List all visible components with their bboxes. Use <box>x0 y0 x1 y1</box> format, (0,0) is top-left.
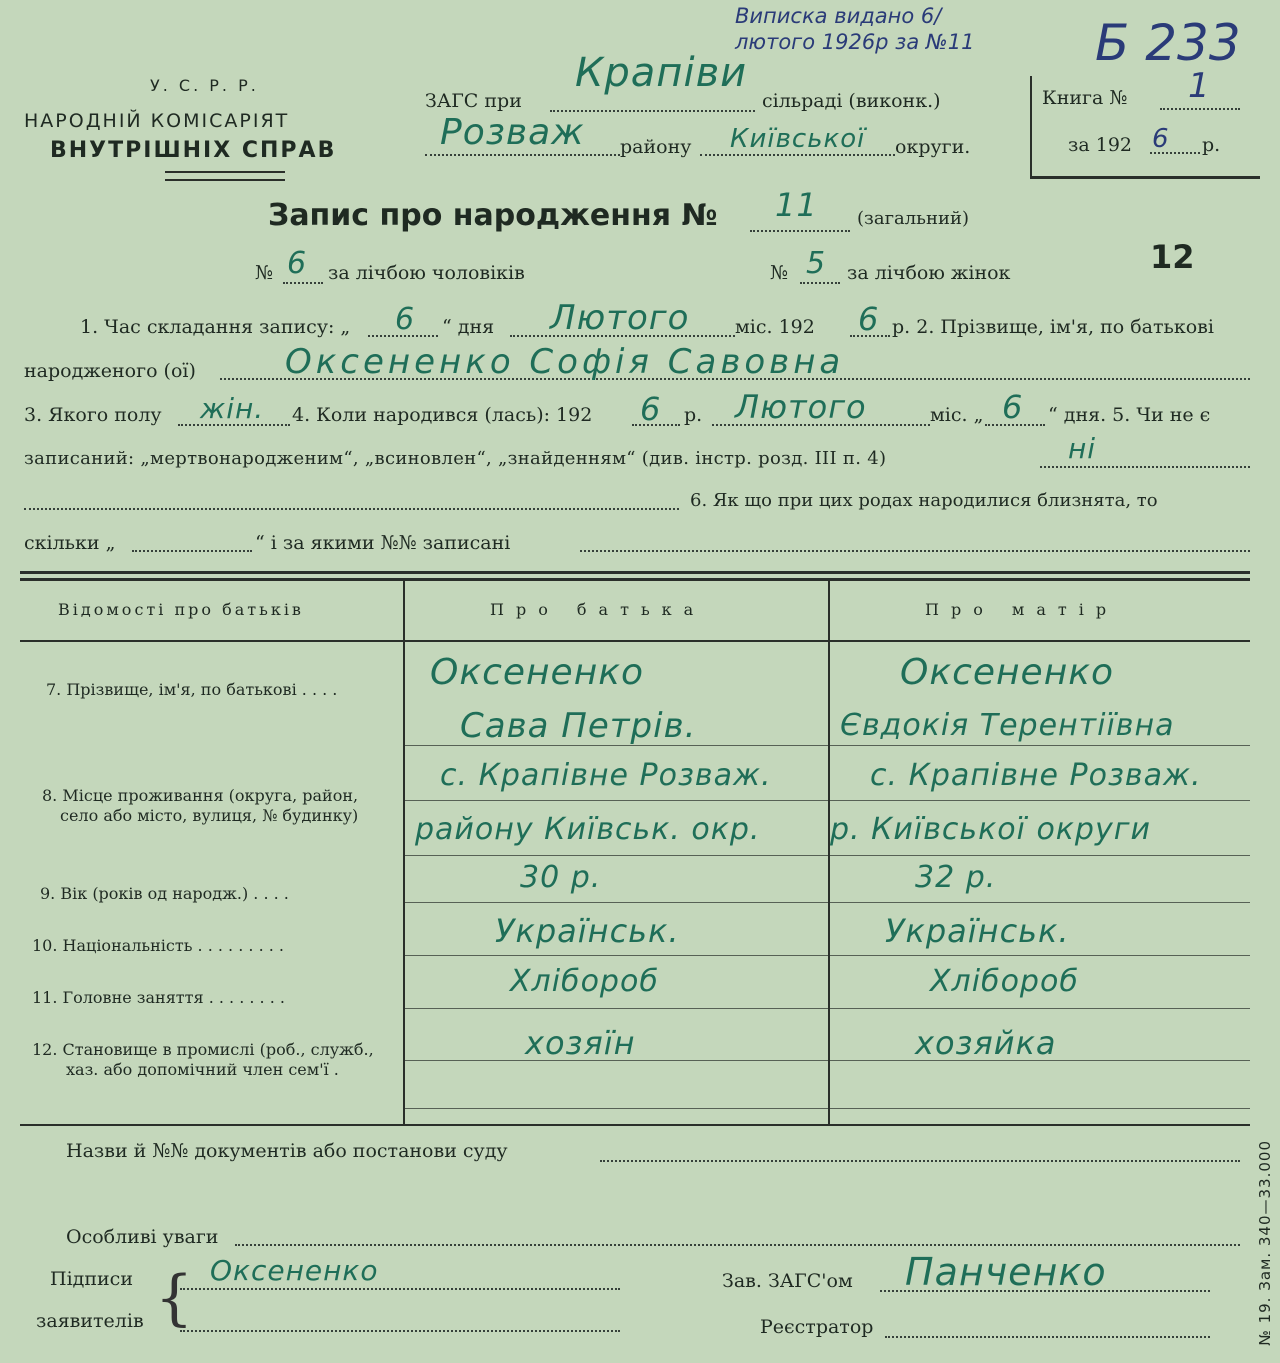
documents-label: Назви й №№ документів або постанови суду <box>66 1140 508 1162</box>
field4-mis: міс. „ <box>930 404 984 426</box>
fill-line <box>180 1288 620 1290</box>
record-number-handwriting: 11 <box>775 186 818 224</box>
book-box-left <box>1030 76 1032 179</box>
row11-label: 11. Головне заняття . . . . . . . . <box>32 988 285 1007</box>
row-line <box>405 902 1250 903</box>
row10-label: 10. Національність . . . . . . . . . <box>32 936 284 955</box>
female-label: за лічбою жінок <box>847 262 1011 284</box>
record-number-suffix: (загальний) <box>857 208 969 229</box>
sex-handwriting: жін. <box>200 392 265 425</box>
zags-village-handwriting: Крапіви <box>575 50 748 96</box>
mother-occupation-handwriting: Хлібороб <box>930 964 1079 999</box>
okruha-label: округи. <box>895 136 971 158</box>
signatures-label-line2: заявителів <box>36 1310 144 1332</box>
row-line <box>405 1108 1250 1109</box>
mother-name-handwriting: Євдокія Терентіївна <box>840 708 1175 743</box>
mother-nationality-handwriting: Українськ. <box>885 912 1070 950</box>
fill-line <box>600 1160 1240 1162</box>
table-top-rule <box>20 578 1250 581</box>
male-label: за лічбою чоловіків <box>328 262 525 284</box>
row-line <box>405 955 1250 956</box>
fill-line <box>700 154 895 156</box>
row12-label-line1: 12. Становище в промислі (роб., служб., <box>32 1040 374 1059</box>
field1-label: 1. Час складання запису: „ <box>80 316 351 338</box>
father-residence-line1: с. Крапівне Розваж. <box>440 758 772 793</box>
fill-line <box>1160 108 1240 110</box>
child-name-handwriting: Оксененко Софія Савовна <box>285 342 845 382</box>
field6-label: 6. Як що при цих родах народилися близнята, то <box>690 490 1158 511</box>
book-box-bottom <box>1030 176 1260 179</box>
registrar-label: Реєстратор <box>760 1316 874 1338</box>
birth-year-handwriting: 6 <box>640 390 662 428</box>
mother-residence-line2: р. Київської округи <box>830 812 1151 847</box>
female-prefix: № <box>770 262 788 284</box>
header-rule <box>165 171 285 173</box>
row-line <box>405 855 1250 856</box>
birth-month-handwriting: Лютого <box>735 388 867 426</box>
row7-label: 7. Прізвище, ім'я, по батькові . . . . <box>46 680 338 699</box>
field5-answer-handwriting: ні <box>1068 432 1097 465</box>
field3-label: 3. Якого полу <box>24 404 162 426</box>
table-top-rule <box>20 571 1250 574</box>
print-note: № 19. Зам. 340—33.000 <box>1256 1140 1274 1346</box>
field1-month-handwriting: Лютого <box>550 298 690 338</box>
commissariat-line1: НАРОДНІЙ КОМІСАРІЯТ <box>24 110 290 132</box>
field1-year-handwriting: 6 <box>858 300 880 338</box>
book-number: 1 <box>1188 66 1210 106</box>
fill-line <box>283 282 323 284</box>
district-handwriting: Розваж <box>440 112 585 153</box>
commissariat-line2: ВНУТРІШНІХ СПРАВ <box>50 138 337 163</box>
field6-tail-label2: “ і за якими №№ записані <box>255 532 511 554</box>
father-name-handwriting: Сава Петрів. <box>460 706 697 746</box>
book-label: Книга № <box>1042 87 1128 109</box>
fill-line <box>425 154 620 156</box>
father-residence-line2: району Київськ. окр. <box>415 812 761 847</box>
applicant-signature: Оксененко <box>210 1254 379 1287</box>
field1-day-handwriting: 6 <box>395 302 416 337</box>
table-col-divider <box>403 581 405 1126</box>
notes-label: Особливі уваги <box>66 1226 219 1248</box>
table-header-info: Відомості про батьків <box>58 600 304 619</box>
table-header-father: Про батька <box>490 600 706 619</box>
field6-tail-label: скільки „ <box>24 532 116 554</box>
field4-tail: “ дня. 5. Чи не є <box>1048 404 1211 426</box>
book-year-handwriting: 6 <box>1152 124 1169 154</box>
father-occupation-handwriting: Хлібороб <box>510 964 659 999</box>
record-title: Запис про народження № <box>268 198 718 233</box>
district-label: району <box>620 136 692 158</box>
fill-line <box>800 282 840 284</box>
signatures-brace: { <box>155 1263 194 1333</box>
fill-line <box>24 508 679 510</box>
zags-suffix: сільраді (виконк.) <box>762 90 941 112</box>
zags-prefix: ЗАГС при <box>425 90 522 112</box>
male-prefix: № <box>255 262 273 284</box>
okruha-handwriting: Київської <box>730 124 866 154</box>
signatures-label-line1: Підписи <box>50 1268 133 1290</box>
field1-day-suffix: “ дня <box>442 316 495 338</box>
row-line <box>405 1008 1250 1009</box>
row8-label-line2: село або місто, вулиця, № будинку) <box>60 806 359 825</box>
top-note-line2: лютого 1926р за №11 <box>735 30 975 54</box>
row12-label-line2: хаз. або допомічний член сем'ї . <box>66 1060 339 1079</box>
fill-line <box>580 550 1250 552</box>
row8-label-line1: 8. Місце проживання (округа, район, <box>42 786 359 805</box>
table-header-rule <box>20 640 1250 642</box>
book-year-suffix: р. <box>1202 134 1221 156</box>
top-note-line1: Виписка видано 6/ <box>735 4 942 28</box>
book-year-prefix: за 192 <box>1068 134 1132 156</box>
table-bottom-rule <box>20 1124 1250 1126</box>
fill-line <box>235 1244 1240 1246</box>
table-header-mother: Про матір <box>925 600 1119 619</box>
mother-age-handwriting: 32 р. <box>915 860 997 895</box>
row-line <box>405 800 1250 801</box>
field2-label: народженого (ої) <box>24 360 196 382</box>
fill-line <box>132 550 252 552</box>
fill-line <box>1040 466 1250 468</box>
field1-tail: р. 2. Прізвище, ім'я, по батькові <box>892 316 1214 338</box>
mother-residence-line1: с. Крапівне Розваж. <box>870 758 1202 793</box>
field4-r: р. <box>684 404 703 426</box>
father-surname-handwriting: Оксененко <box>430 652 645 693</box>
zags-head-label: Зав. ЗАГС'ом <box>722 1270 853 1292</box>
table-col-divider <box>828 581 830 1126</box>
field4-label: 4. Коли народився (лась): 192 <box>292 404 593 426</box>
father-status-handwriting: хозяїн <box>525 1024 636 1062</box>
side-number: 12 <box>1150 238 1195 276</box>
field1-year-label: міс. 192 <box>735 316 815 338</box>
ussr-label: У. С. Р. Р. <box>150 76 259 95</box>
birth-day-handwriting: 6 <box>1002 388 1024 426</box>
female-number-handwriting: 5 <box>806 246 827 281</box>
header-rule <box>165 179 285 181</box>
fill-line <box>750 230 850 232</box>
fill-line <box>180 1330 620 1332</box>
father-nationality-handwriting: Українськ. <box>495 912 680 950</box>
row9-label: 9. Вік (років од народж.) . . . . <box>40 884 289 903</box>
field5-label: записаний: „мертвонародженим“, „всиновлен“, „знайденням“ (див. інстр. розд. III п. 4) <box>24 448 887 469</box>
zags-head-signature: Панченко <box>905 1250 1107 1294</box>
fill-line <box>885 1336 1210 1338</box>
male-number-handwriting: 6 <box>287 246 308 281</box>
mother-status-handwriting: хозяйка <box>915 1024 1057 1062</box>
stamp-number: Б 233 <box>1095 14 1241 72</box>
father-age-handwriting: 30 р. <box>520 860 602 895</box>
mother-surname-handwriting: Оксененко <box>900 652 1115 693</box>
